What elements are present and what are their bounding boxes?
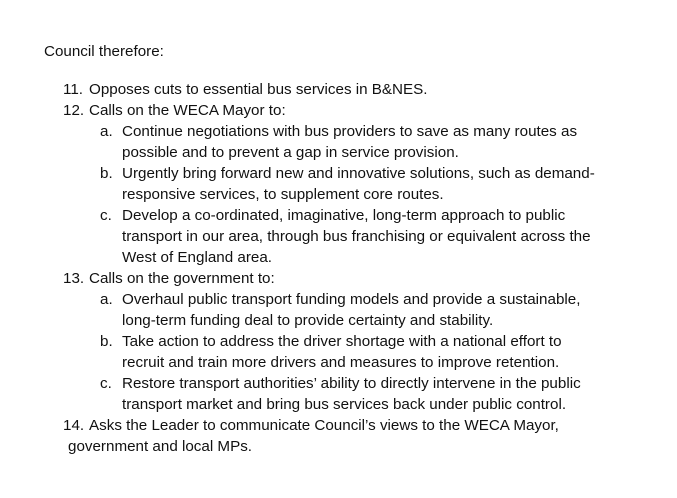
intro-heading: Council therefore: xyxy=(44,43,164,60)
item-number: 14. xyxy=(63,417,85,434)
text-line: Develop a co-ordinated, imaginative, long-term approach to public xyxy=(122,207,566,224)
item-number: 13. xyxy=(63,270,85,287)
text-line: transport market and bring bus services back under public control. xyxy=(122,396,567,413)
item-number: 12. xyxy=(63,102,85,119)
text-line: Asks the Leader to communicate Council’s views to the WECA Mayor, xyxy=(89,417,559,434)
sub-list-13 xyxy=(100,289,673,415)
sub-item-13a xyxy=(100,289,673,331)
sub-item-letter: c. xyxy=(100,375,112,392)
text-line: responsive services, to supplement core routes. xyxy=(122,186,444,203)
sub-item-12b xyxy=(100,163,673,205)
sub-item-letter: b. xyxy=(100,333,113,350)
sub-item-letter: a. xyxy=(100,123,113,140)
list-item-14-continuation xyxy=(63,436,673,457)
item-body xyxy=(89,79,673,100)
text-line: Overhaul public transport funding models and provide a sustainable, xyxy=(122,291,581,308)
sub-item-text xyxy=(122,289,673,331)
text-line: Take action to address the driver shortage with a national effort to xyxy=(122,333,562,350)
list-item-12 xyxy=(63,100,673,121)
sub-item-13b xyxy=(100,331,673,373)
item-body xyxy=(89,415,673,436)
item-body xyxy=(89,268,673,289)
sub-list-12 xyxy=(100,121,673,268)
text-line: recruit and train more drivers and measures to improve retention. xyxy=(122,354,560,371)
sub-item-13c xyxy=(100,373,673,415)
sub-item-text xyxy=(122,373,673,415)
sub-item-text xyxy=(122,163,673,205)
sub-item-text xyxy=(122,121,673,163)
text-line: possible and to prevent a gap in service provision. xyxy=(122,144,459,161)
sub-item-letter: b. xyxy=(100,165,113,182)
text-line: long-term funding deal to provide certainty and stability. xyxy=(122,312,494,329)
text-line: transport in our area, through bus franchising or equivalent across the xyxy=(122,228,591,245)
text-line: Urgently bring forward new and innovative solutions, such as demand- xyxy=(122,165,595,182)
list-item-14 xyxy=(63,415,673,436)
text-line: West of England area. xyxy=(122,249,272,266)
text-line: Continue negotiations with bus providers to save as many routes as xyxy=(122,123,578,140)
item-text: Calls on the government to: xyxy=(89,270,275,287)
item-text: Calls on the WECA Mayor to: xyxy=(89,102,286,119)
sub-item-text xyxy=(122,331,673,373)
item-text: Opposes cuts to essential bus services in B&NES. xyxy=(89,81,428,98)
item-body xyxy=(89,100,673,121)
sub-item-12c xyxy=(100,205,673,268)
sub-item-12a xyxy=(100,121,673,163)
sub-item-letter: a. xyxy=(100,291,113,308)
sub-item-text xyxy=(122,205,673,268)
text-line: government and local MPs. xyxy=(68,438,253,455)
text-line: Restore transport authorities’ ability to directly intervene in the public xyxy=(122,375,581,392)
sub-item-letter: c. xyxy=(100,207,112,224)
motion-list xyxy=(63,79,673,457)
list-item-11 xyxy=(63,79,673,100)
list-item-13 xyxy=(63,268,673,289)
item-number: 11. xyxy=(63,81,83,98)
